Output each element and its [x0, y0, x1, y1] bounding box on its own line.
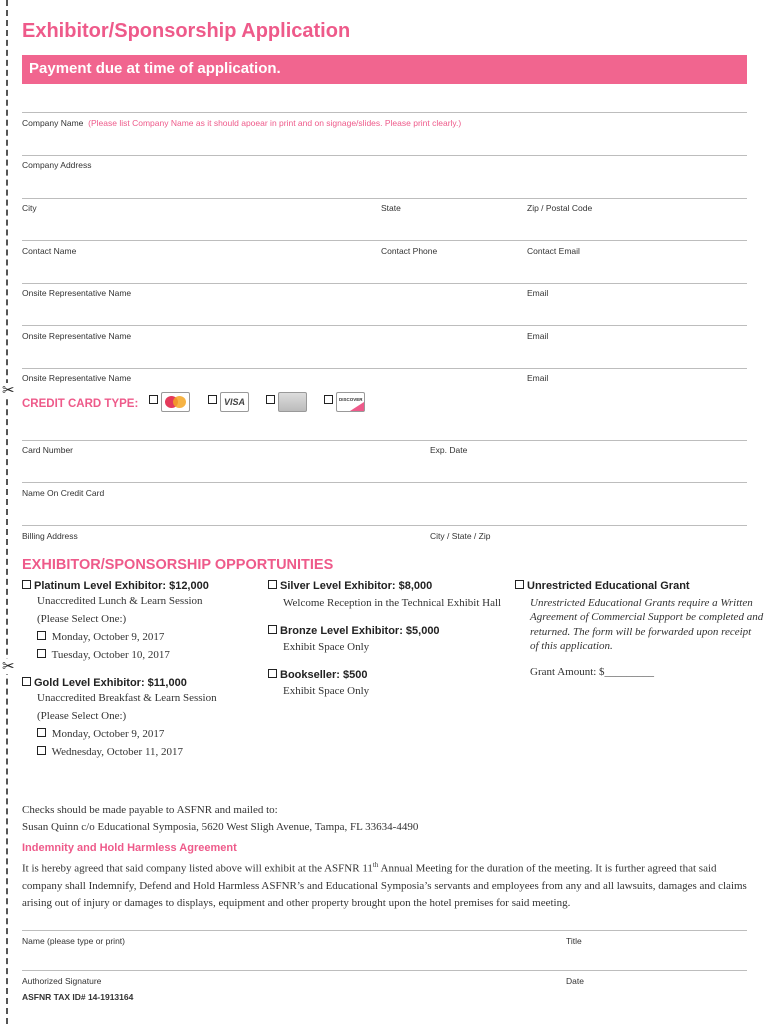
- grant-option[interactable]: Unrestricted Educational Grant: [515, 580, 690, 592]
- platinum-monday-option[interactable]: Monday, October 9, 2017: [37, 631, 164, 643]
- discover-icon: DISCOVER: [336, 392, 365, 412]
- city-label: City: [22, 203, 37, 213]
- name-on-card-label: Name On Credit Card: [22, 488, 105, 498]
- onsite-rep-label-2: Onsite Representative Name: [22, 331, 132, 341]
- silver-desc: Welcome Reception in the Technical Exhibit Hall: [283, 597, 502, 609]
- signature-date-field[interactable]: [22, 970, 747, 971]
- cut-line: [6, 0, 8, 1024]
- bronze-desc: Exhibit Space Only: [283, 641, 370, 653]
- scissors-icon: ✂: [2, 382, 15, 399]
- mastercard-icon: [161, 392, 190, 412]
- credit-card-type-label: CREDIT CARD TYPE:: [22, 398, 139, 410]
- payment-banner: [22, 55, 747, 84]
- onsite-rep-label-1: Onsite Representative Name: [22, 288, 132, 298]
- contact-email-label: Contact Email: [527, 246, 580, 256]
- form-title: Exhibitor/Sponsorship Application: [22, 20, 351, 42]
- company-address-label: Company Address: [22, 160, 92, 170]
- company-name-label: Company Name (Please list Company Name as it should apoear in print and on signage/slides. Please print clearly.): [22, 118, 462, 128]
- exp-date-label: Exp. Date: [430, 445, 468, 455]
- onsite-email-label-2: Email: [527, 331, 549, 341]
- name-print-label: Name (please type or print): [22, 936, 125, 946]
- contact-name-label: Contact Name: [22, 246, 77, 256]
- gold-monday-option[interactable]: Monday, October 9, 2017: [37, 728, 164, 740]
- bookseller-checkbox[interactable]: [268, 669, 277, 678]
- opportunities-title: EXHIBITOR/SPONSORSHIP OPPORTUNITIES: [22, 557, 334, 573]
- grant-desc-line: returned. The form will be forwarded upon receipt: [530, 626, 752, 638]
- silver-option[interactable]: Silver Level Exhibitor: $8,000: [268, 580, 432, 592]
- mastercard-checkbox[interactable]: [149, 395, 161, 407]
- date-label: Date: [566, 976, 584, 986]
- authorized-signature-label: Authorized Signature: [22, 976, 102, 986]
- platinum-option[interactable]: Platinum Level Exhibitor: $12,000: [22, 580, 209, 592]
- state-label: State: [381, 203, 401, 213]
- company-address-field[interactable]: [22, 155, 747, 156]
- banner-text: Payment due at time of application.: [29, 60, 281, 77]
- visa-checkbox[interactable]: [208, 395, 220, 407]
- contact-field[interactable]: [22, 240, 747, 241]
- billing-address-field[interactable]: [22, 525, 747, 526]
- gold-option[interactable]: Gold Level Exhibitor: $11,000: [22, 677, 187, 689]
- scissors-icon: ✂: [2, 658, 15, 675]
- onsite-email-label-1: Email: [527, 288, 549, 298]
- grant-desc-line: of this application.: [530, 640, 613, 652]
- bronze-option[interactable]: Bronze Level Exhibitor: $5,000: [268, 625, 440, 637]
- title-label: Title: [566, 936, 582, 946]
- amex-icon: [278, 392, 307, 412]
- onsite-rep-field-2[interactable]: [22, 325, 747, 326]
- name-on-card-field[interactable]: [22, 482, 747, 483]
- platinum-select-note: (Please Select One:): [37, 613, 127, 625]
- contact-phone-label: Contact Phone: [381, 246, 438, 256]
- gold-select-note: (Please Select One:): [37, 710, 127, 722]
- bronze-checkbox[interactable]: [268, 625, 277, 634]
- company-name-field[interactable]: [22, 112, 747, 113]
- indemnity-heading: Indemnity and Hold Harmless Agreement: [22, 842, 237, 854]
- bookseller-desc: Exhibit Space Only: [283, 685, 370, 697]
- platinum-checkbox[interactable]: [22, 580, 31, 589]
- onsite-rep-label-3: Onsite Representative Name: [22, 373, 132, 383]
- amex-checkbox[interactable]: [266, 395, 278, 407]
- billing-city-state-zip-label: City / State / Zip: [430, 531, 491, 541]
- onsite-email-label-3: Email: [527, 373, 549, 383]
- check-payable-text: Checks should be made payable to ASFNR and mailed to:: [22, 804, 278, 816]
- mailing-address-text: Susan Quinn c/o Educational Symposia, 5620 West Sligh Avenue, Tampa, FL 33634-4490: [22, 821, 419, 833]
- billing-address-label: Billing Address: [22, 531, 78, 541]
- card-number-field[interactable]: [22, 440, 747, 441]
- grant-checkbox[interactable]: [515, 580, 524, 589]
- grant-desc-line: Unrestricted Educational Grants require a Written: [530, 597, 753, 609]
- grant-amount-field[interactable]: Grant Amount: $_________: [530, 666, 655, 678]
- gold-desc: Unaccredited Breakfast & Learn Session: [37, 692, 217, 704]
- gold-checkbox[interactable]: [22, 677, 31, 686]
- platinum-tuesday-option[interactable]: Tuesday, October 10, 2017: [37, 649, 170, 661]
- gold-wednesday-option[interactable]: Wednesday, October 11, 2017: [37, 746, 183, 758]
- onsite-rep-field-3[interactable]: [22, 368, 747, 369]
- tax-id: ASFNR TAX ID# 14-1913164: [22, 992, 134, 1002]
- onsite-rep-field-1[interactable]: [22, 283, 747, 284]
- card-number-label: Card Number: [22, 445, 74, 455]
- grant-desc-line: Agreement of Commercial Support be completed and: [530, 611, 764, 623]
- visa-icon: VISA: [220, 392, 249, 412]
- name-title-field[interactable]: [22, 930, 747, 931]
- city-state-zip-field[interactable]: [22, 198, 747, 199]
- platinum-desc: Unaccredited Lunch & Learn Session: [37, 595, 203, 607]
- indemnity-text: It is hereby agreed that said company listed above will exhibit at the ASFNR 11th Annual Meeting for the duration of the meeting. It is further agreed that said company shall Indemnify, Defend and Hold Harmless ASFNR’s and Educational Symposia’s servants and employees from any and all lawsuits, damages and claims arising out of injury or damages to displays, equipment and other property brought upon the hotel premises for said meeting.: [22, 861, 747, 909]
- silver-checkbox[interactable]: [268, 580, 277, 589]
- zip-label: Zip / Postal Code: [527, 203, 593, 213]
- bookseller-option[interactable]: Bookseller: $500: [268, 669, 367, 681]
- discover-checkbox[interactable]: [324, 395, 336, 407]
- company-name-hint: (Please list Company Name as it should apoear in print and on signage/slides. Please print clearly.): [88, 118, 462, 128]
